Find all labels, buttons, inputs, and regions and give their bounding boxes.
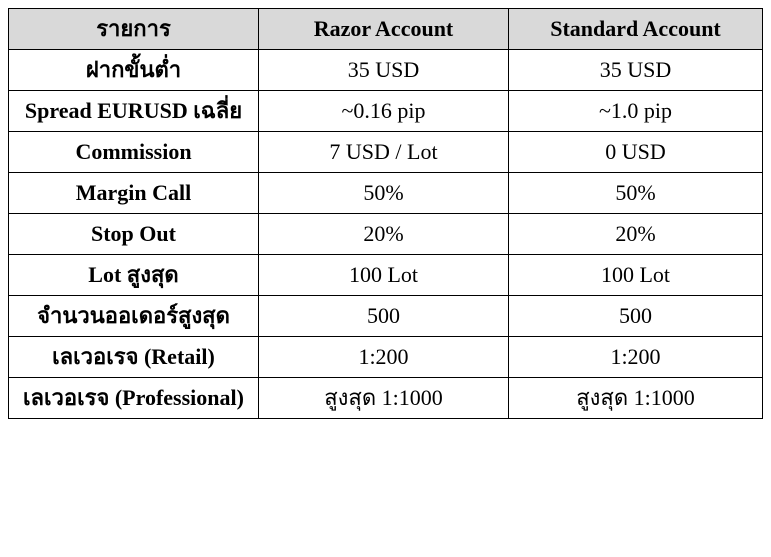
razor-value: 1:200	[259, 337, 509, 378]
standard-value: สูงสุด 1:1000	[509, 378, 763, 419]
razor-value: สูงสุด 1:1000	[259, 378, 509, 419]
razor-value: 50%	[259, 173, 509, 214]
razor-value: 20%	[259, 214, 509, 255]
account-comparison-table	[8, 8, 763, 419]
header-razor-account: Razor Account	[259, 9, 509, 50]
header-standard-account: Standard Account	[509, 9, 763, 50]
razor-value: 35 USD	[259, 50, 509, 91]
razor-value: 7 USD / Lot	[259, 132, 509, 173]
row-label: จำนวนออเดอร์สูงสุด	[9, 296, 259, 337]
razor-value: ~0.16 pip	[259, 91, 509, 132]
standard-value: 50%	[509, 173, 763, 214]
row-label: Margin Call	[9, 173, 259, 214]
row-label: Commission	[9, 132, 259, 173]
standard-value: 100 Lot	[509, 255, 763, 296]
table-row	[9, 337, 763, 378]
table-row	[9, 214, 763, 255]
row-label: เลเวอเรจ (Professional)	[9, 378, 259, 419]
row-label: ฝากขั้นต่ำ	[9, 50, 259, 91]
row-label: Spread EURUSD เฉลี่ย	[9, 91, 259, 132]
row-label: Lot สูงสุด	[9, 255, 259, 296]
table-row	[9, 296, 763, 337]
row-label: เลเวอเรจ (Retail)	[9, 337, 259, 378]
row-label: Stop Out	[9, 214, 259, 255]
header-row	[9, 9, 763, 50]
standard-value: 20%	[509, 214, 763, 255]
table-row	[9, 378, 763, 419]
standard-value: 1:200	[509, 337, 763, 378]
table-row	[9, 132, 763, 173]
table-row	[9, 255, 763, 296]
standard-value: 35 USD	[509, 50, 763, 91]
table-row	[9, 91, 763, 132]
table-row	[9, 50, 763, 91]
table-row	[9, 173, 763, 214]
razor-value: 500	[259, 296, 509, 337]
standard-value: 0 USD	[509, 132, 763, 173]
standard-value: ~1.0 pip	[509, 91, 763, 132]
razor-value: 100 Lot	[259, 255, 509, 296]
standard-value: 500	[509, 296, 763, 337]
header-item: รายการ	[9, 9, 259, 50]
